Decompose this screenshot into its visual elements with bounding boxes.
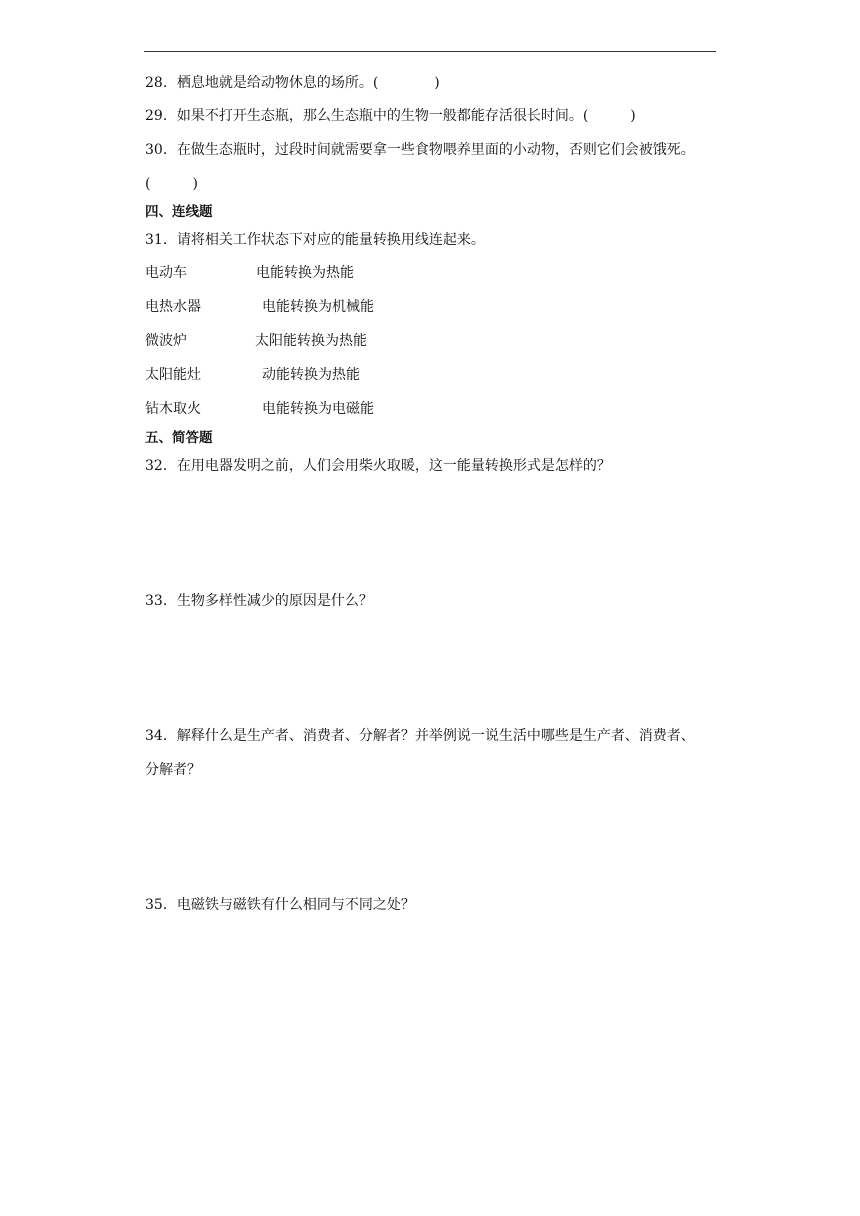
section-title-short-answer: 五、简答题 [145, 430, 213, 446]
match-left-item: 太阳能灶 [145, 367, 201, 383]
match-left-item: 微波炉 [145, 333, 187, 349]
question-30: 30．在做生态瓶时，过段时间就需要拿一些食物喂养里面的小动物，否则它们会被饿死。 [145, 142, 695, 158]
match-left-item: 电动车 [145, 265, 187, 281]
match-right-item: 电能转换为机械能 [262, 299, 374, 315]
question-34-continued: 分解者？ [145, 762, 201, 778]
question-30-answer-blank: ( ) [145, 176, 198, 192]
match-right-item: 电能转换为电磁能 [262, 401, 374, 417]
match-left-item: 钻木取火 [145, 401, 201, 417]
match-right-item: 动能转换为热能 [262, 367, 360, 383]
question-28: 28．栖息地就是给动物休息的场所。( ) [145, 75, 440, 91]
question-29: 29．如果不打开生态瓶，那么生态瓶中的生物一般都能存活很长时间。( ) [145, 108, 636, 124]
section-title-matching: 四、连线题 [145, 204, 213, 220]
header-rule [144, 51, 716, 52]
match-right-item: 电能转换为热能 [256, 265, 354, 281]
match-left-item: 电热水器 [145, 299, 201, 315]
question-35: 35．电磁铁与磁铁有什么相同与不同之处？ [145, 897, 415, 913]
match-right-item: 太阳能转换为热能 [255, 333, 367, 349]
question-31: 31．请将相关工作状态下对应的能量转换用线连起来。 [145, 232, 485, 248]
question-34: 34．解释什么是生产者、消费者、分解者？并举例说一说生活中哪些是生产者、消费者、 [145, 728, 695, 744]
question-32: 32．在用电器发明之前，人们会用柴火取暖，这一能量转换形式是怎样的？ [145, 458, 611, 474]
question-33: 33．生物多样性减少的原因是什么？ [145, 593, 373, 609]
